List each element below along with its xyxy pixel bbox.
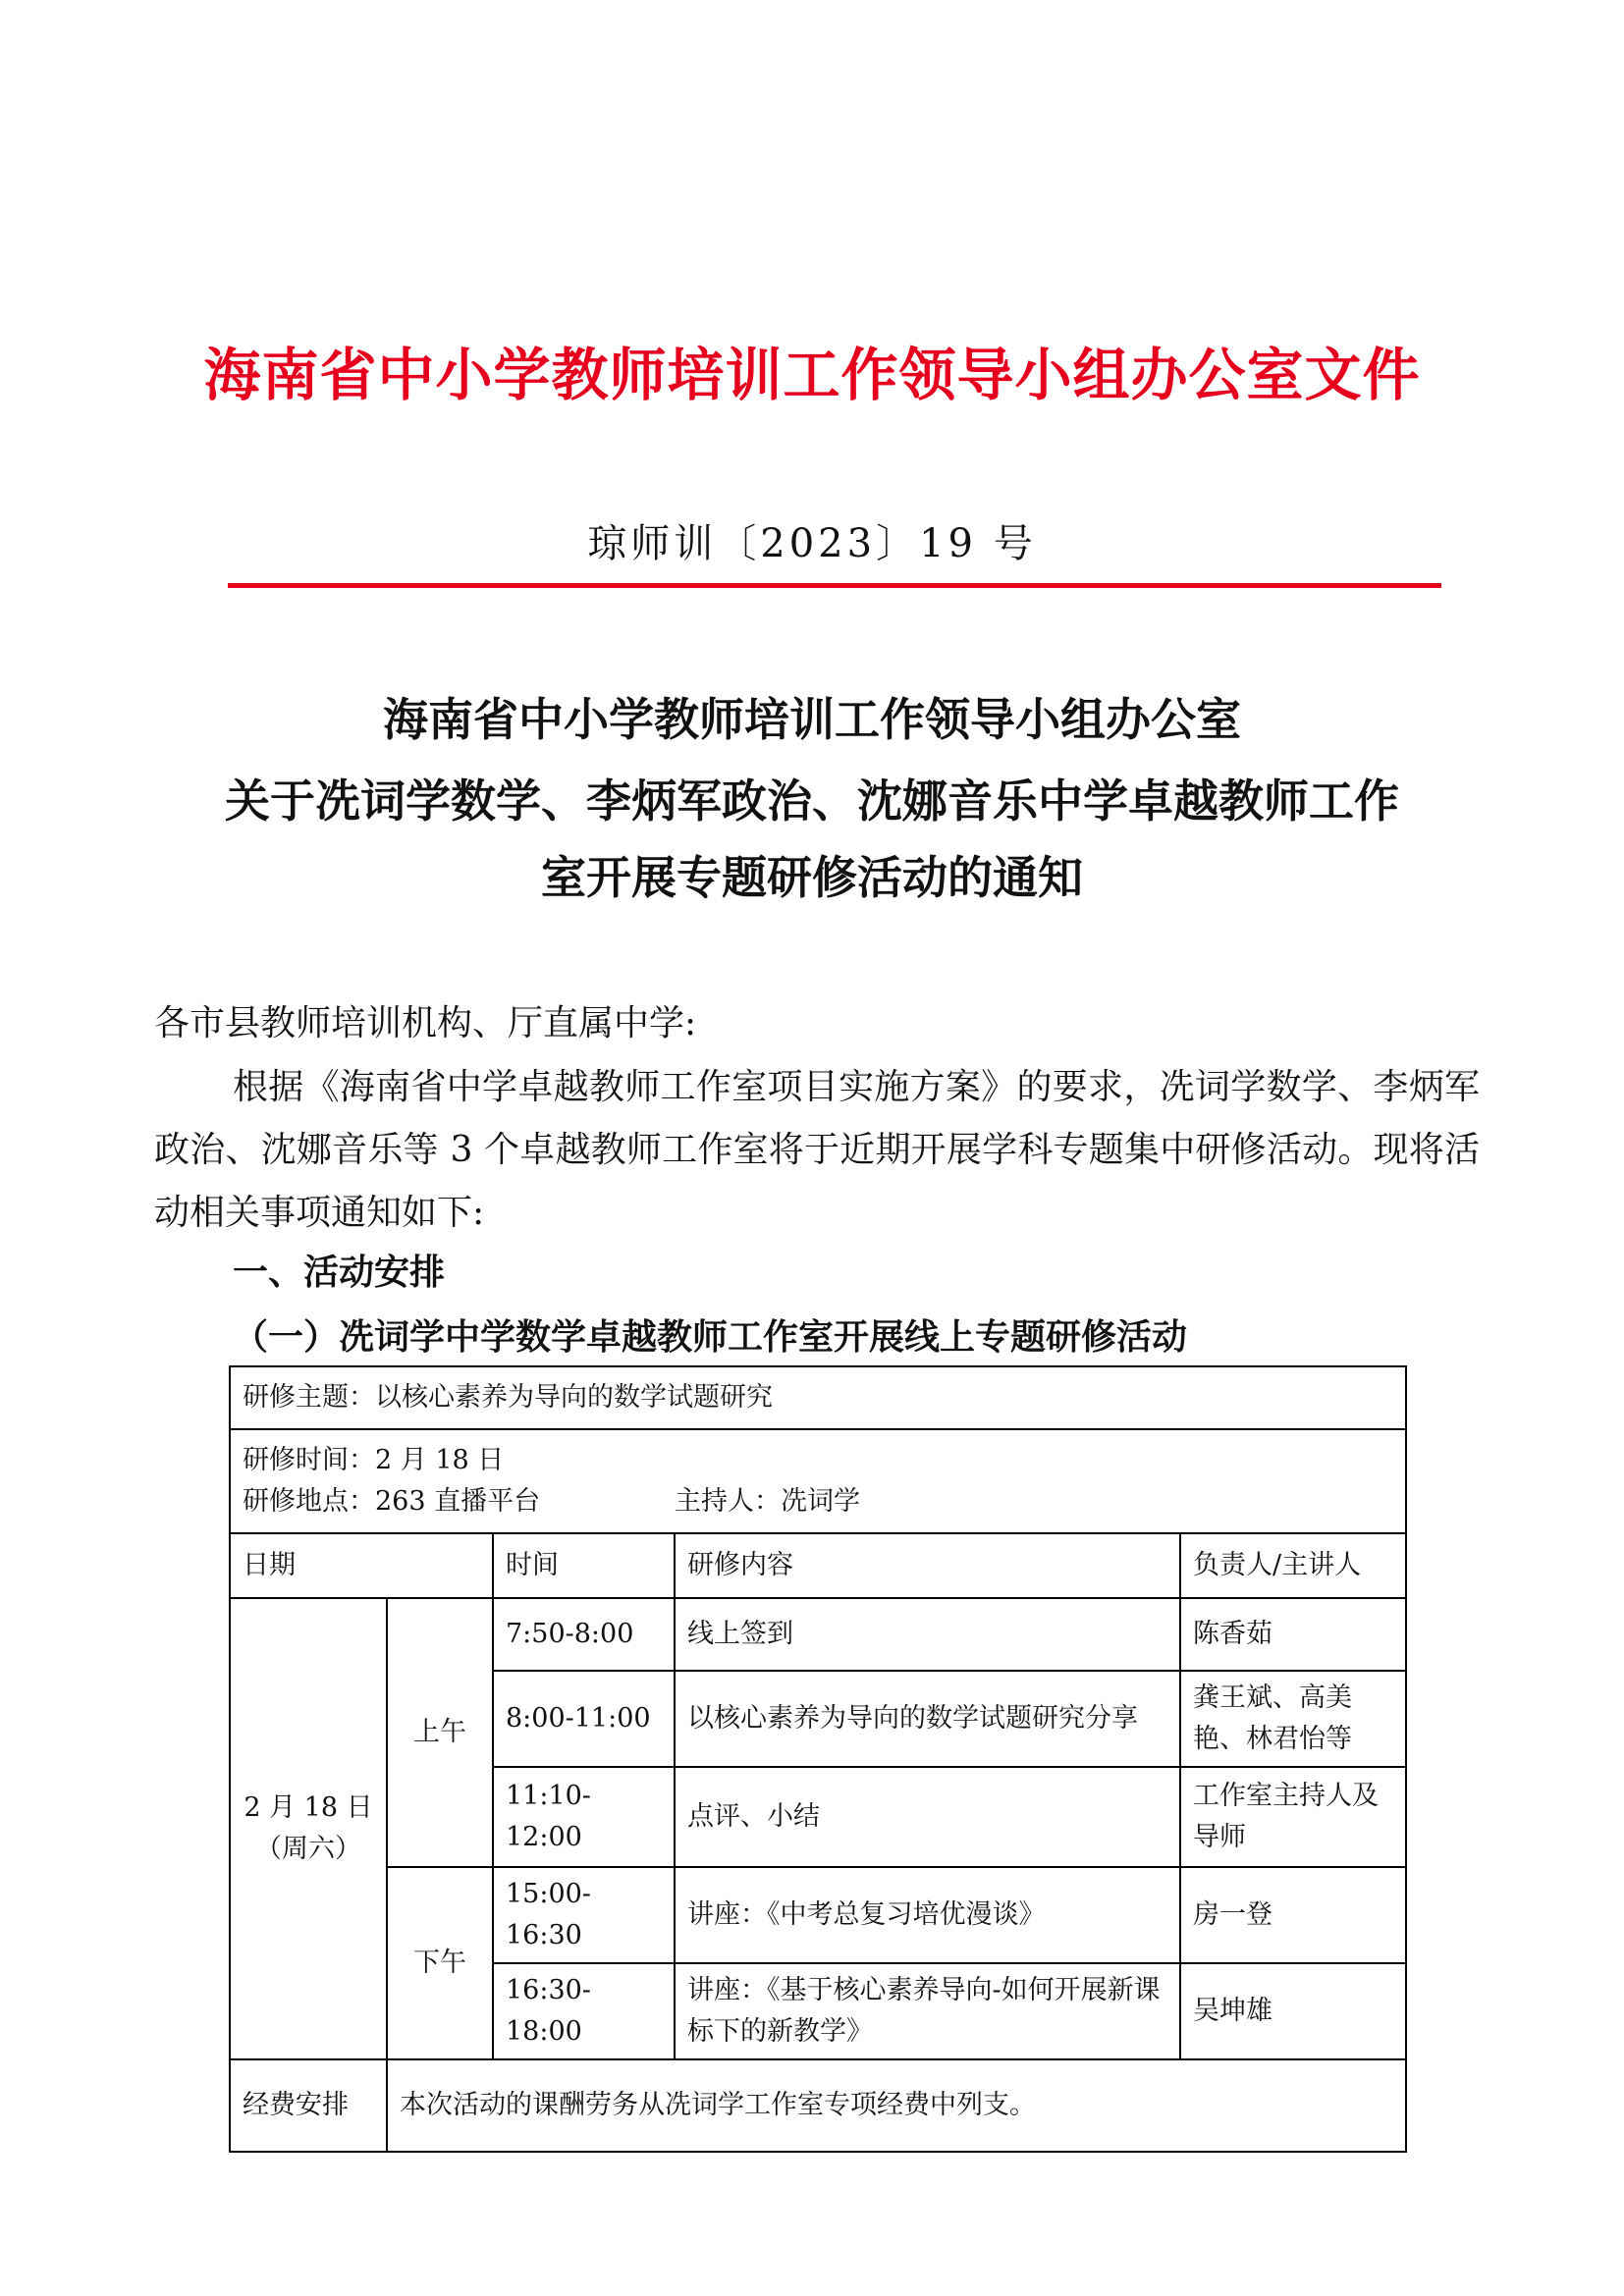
document-header-title: 海南省中小学教师培训工作领导小组办公室文件 [203,342,1421,408]
row-content: 讲座：《基于核心素养导向-如何开展新课标下的新教学》 [675,1963,1180,2059]
row-content: 线上签到 [675,1598,1180,1671]
row-time: 16:30-18:00 [493,1963,675,2059]
table-row [230,1867,1406,1963]
row-lead: 陈香茹 [1180,1598,1406,1671]
host-name: 主持人：冼词学 [675,1486,860,1517]
document-number: 琼师训〔2023〕19 号 [587,521,1037,566]
date-value: 2 月 18 日 [244,1792,373,1823]
research-time: 研修时间：2 月 18 日 [243,1445,505,1475]
table-header-row [230,1533,1406,1598]
intro-paragraph: 根据《海南省中学卓越教师工作室项目实施方案》的要求，冼词学数学、李炳军政治、沈娜音乐等 3 个卓越教师工作室将于近期开展学科专题集中研修活动。现将活动相关事项通知如下: [154,1067,1480,1233]
header-time: 时间 [493,1533,675,1598]
time-location-cell [230,1429,1406,1533]
row-content: 点评、小结 [675,1767,1180,1867]
period-afternoon: 下午 [387,1867,493,2059]
notice-title-line-3: 室开展专题研修活动的通知 [541,851,1083,904]
row-lead: 工作室主持人及导师 [1180,1767,1406,1867]
date-cell [230,1598,387,2059]
row-time: 8:00-11:00 [493,1671,675,1767]
row-lead: 吴坤雄 [1180,1963,1406,2059]
funding-label: 经费安排 [230,2059,387,2152]
header-content: 研修内容 [675,1533,1180,1598]
row-lead: 房一登 [1180,1867,1406,1963]
research-theme: 研修主题：以核心素养为导向的数学试题研究 [230,1366,1406,1429]
section-heading-activity-arrangement: 一、活动安排 [233,1252,446,1293]
row-time: 7:50-8:00 [493,1598,675,1671]
funding-text: 本次活动的课酬劳务从冼词学工作室专项经费中列支。 [387,2059,1406,2152]
table-row [230,1598,1406,1671]
row-time: 15:00-16:30 [493,1867,675,1963]
research-location: 研修地点：263 直播平台 [243,1486,541,1517]
period-morning: 上午 [387,1598,493,1867]
notice-title-line-1: 海南省中小学教师培训工作领导小组办公室 [383,693,1241,746]
red-divider-line [228,583,1441,588]
location-host-line [243,1481,1393,1522]
row-content: 以核心素养为导向的数学试题研究分享 [675,1671,1180,1767]
salutation: 各市县教师培训机构、厅直属中学: [154,1003,697,1043]
theme-row [230,1366,1406,1429]
row-lead: 龚王斌、高美艳、林君怡等 [1180,1671,1406,1767]
time-location-row [230,1429,1406,1533]
schedule-table [229,1365,1407,2153]
notice-title-line-2: 关于冼词学数学、李炳军政治、沈娜音乐中学卓越教师工作 [225,774,1399,828]
header-lead: 负责人/主讲人 [1180,1533,1406,1598]
weekday-value: （周六） [255,1834,361,1864]
row-time: 11:10-12:00 [493,1767,675,1867]
header-date: 日期 [230,1533,493,1598]
funding-row [230,2059,1406,2152]
row-content: 讲座：《中考总复习培优漫谈》 [675,1867,1180,1963]
subsection-heading-math-studio: （一）冼词学中学数学卓越教师工作室开展线上专题研修活动 [233,1316,1188,1358]
